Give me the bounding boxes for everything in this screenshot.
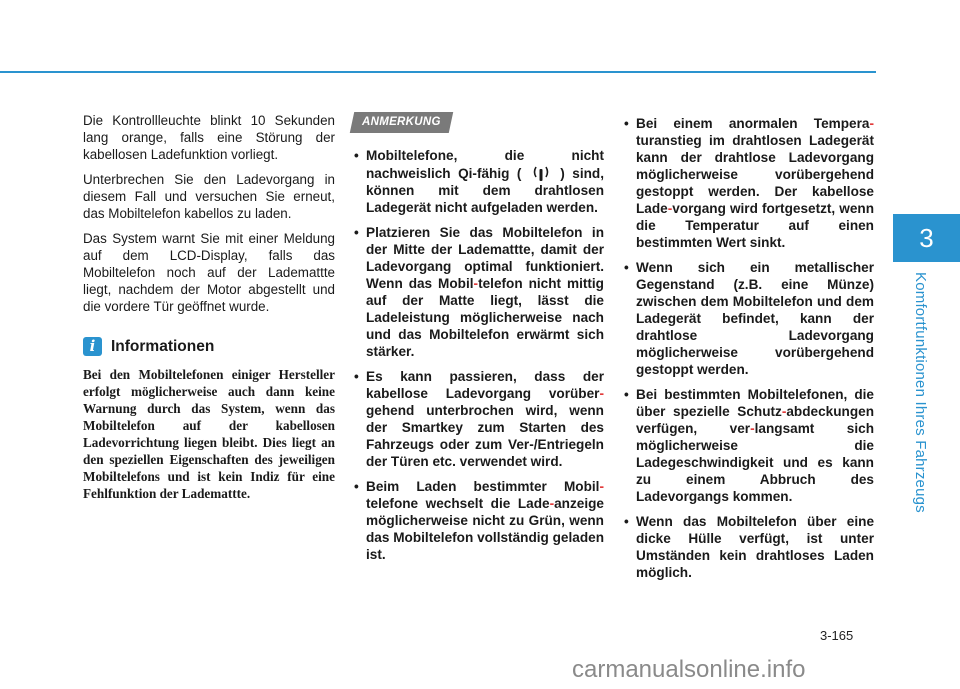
info-title: Informationen: [111, 337, 215, 355]
hyphen: -: [599, 479, 604, 494]
list-item-text: Mobiltelefone, die nicht nachweislich Qi-fähig (: [366, 148, 604, 181]
list-item: [352, 478, 604, 563]
list-item-text: Wenn das Mobiltelefon über eine dicke Hülle verfügt, ist unter Umständen kein drahtloses Laden möglich.: [636, 514, 874, 580]
qi-wireless-icon: [531, 164, 551, 182]
list-item-text: langsamt sich möglicherweise die Ladegeschwindigkeit und es kann zu einem Abbruch des Ladevorgangs kommen.: [636, 421, 874, 504]
chapter-title: Komfortfunktionen Ihres Fahrzeugs: [912, 272, 929, 513]
list-item: [352, 368, 604, 470]
hyphen: -: [750, 421, 755, 436]
list-item: [622, 259, 874, 378]
paragraph: Unterbrechen Sie den Ladevorgang in diesem Fall und versuchen Sie erneut, das Mobiltelefon kabellos zu laden.: [83, 172, 335, 221]
list-item-text: Bei einem anormalen Tempera: [636, 116, 870, 131]
hyphen: -: [781, 404, 787, 419]
column-1: [83, 112, 335, 502]
hyphen: -: [667, 201, 673, 216]
info-text: Bei den Mobiltelefonen einiger Hersteller erfolgt möglicherweise auch dann keine Warnung durch das System, wenn das Mobiltelefon auf der kabellosen Ladevorrichtung liegen bleibt. Dies liegt an den speziellen Eigenschaften des jeweiligen Mobiltelefons und ist kein Indiz für eine Fehlfunktion der Lademattte.: [83, 367, 335, 501]
info-heading: [83, 337, 335, 356]
list-item-text: Bei bestimmten Mobiltelefonen, die über spezielle Schutz: [636, 387, 874, 419]
list-item-text: ) sind, können mit dem drahtlosen Ladegerät nicht aufgeladen werden.: [366, 166, 604, 215]
hyphen: -: [869, 116, 874, 131]
paragraph: Die Kontrollleuchte blinkt 10 Sekunden lang orange, falls eine Störung der kabellosen Ladefunktion vorliegt.: [83, 113, 335, 162]
list-item: [622, 513, 874, 581]
info-icon: i: [83, 337, 102, 356]
list-item-text: Wenn sich ein metallischer Gegenstand (z.B. eine Münze) zwischen dem Mobiltelefon und dem Ladegerät befindet, kann der drahtlose Ladevorgang möglicherweise vorübergehend gestoppt werden.: [636, 260, 874, 377]
watermark: carmanualsonline.info: [572, 656, 806, 683]
list-item: [352, 224, 604, 360]
list-item-text: gehend unterbrochen wird, wenn der Smartkey zum Starten des Fahrzeugs oder zum Ver-/Entriegeln der Türen etc. verwendet wird.: [366, 403, 604, 469]
column-2: [352, 112, 604, 571]
list-item-text: Beim Laden bestimmter Mobil: [366, 479, 600, 494]
list-item-text: vorgang wird fortgesetzt, wenn die Temperatur auf einen bestimmten Wert sinkt.: [636, 201, 874, 250]
note-list-continued: [622, 115, 874, 581]
list-item-text: telefon nicht mittig auf der Matte liegt, lässt die Ladeleistung möglicherweise nach und das Mobiltelefon erwärmt sich stärker.: [366, 276, 604, 359]
list-item-text: Platzieren Sie das Mobiltelefon in der Mitte der Lademattte, damit der Ladevorgang optimal funktioniert. Wenn das Mobil: [366, 225, 604, 291]
hyphen: -: [473, 276, 479, 291]
hyphen: -: [549, 496, 555, 511]
list-item-text: telefone wechselt die Lade: [366, 496, 550, 511]
list-item: [622, 386, 874, 505]
page-number: 3-165: [820, 628, 854, 643]
list-item: [352, 147, 604, 216]
hyphen: -: [599, 386, 604, 401]
note-badge-label: ANMERKUNG: [362, 116, 441, 128]
note-badge: [350, 112, 453, 133]
list-item: [622, 115, 874, 251]
chapter-number-tab: 3: [893, 214, 960, 262]
list-item-text: turanstieg im drahtlosen Ladegerät kann der drahtlose Ladevorgang möglicherweise vorübergehend gestoppt werden. Der kabellose Lade: [636, 133, 874, 216]
header-rule: [0, 71, 876, 73]
paragraph: Das System warnt Sie mit einer Meldung auf dem LCD-Display, falls das Mobiltelefon noch auf der Lademattte liegt, nachdem der Motor abgestellt und die vordere Tür geöffnet wurde.: [83, 231, 335, 314]
list-item-text: abdeckungen verfügen, ver: [636, 404, 874, 436]
note-list: [352, 147, 604, 563]
list-item-text: Es kann passieren, dass der kabellose Ladevorgang vorüber: [366, 369, 604, 401]
list-item-text: anzeige möglicherweise nicht zu Grün, wenn das Mobiltelefon vollständig geladen ist.: [366, 496, 604, 562]
column-3: [622, 112, 874, 589]
